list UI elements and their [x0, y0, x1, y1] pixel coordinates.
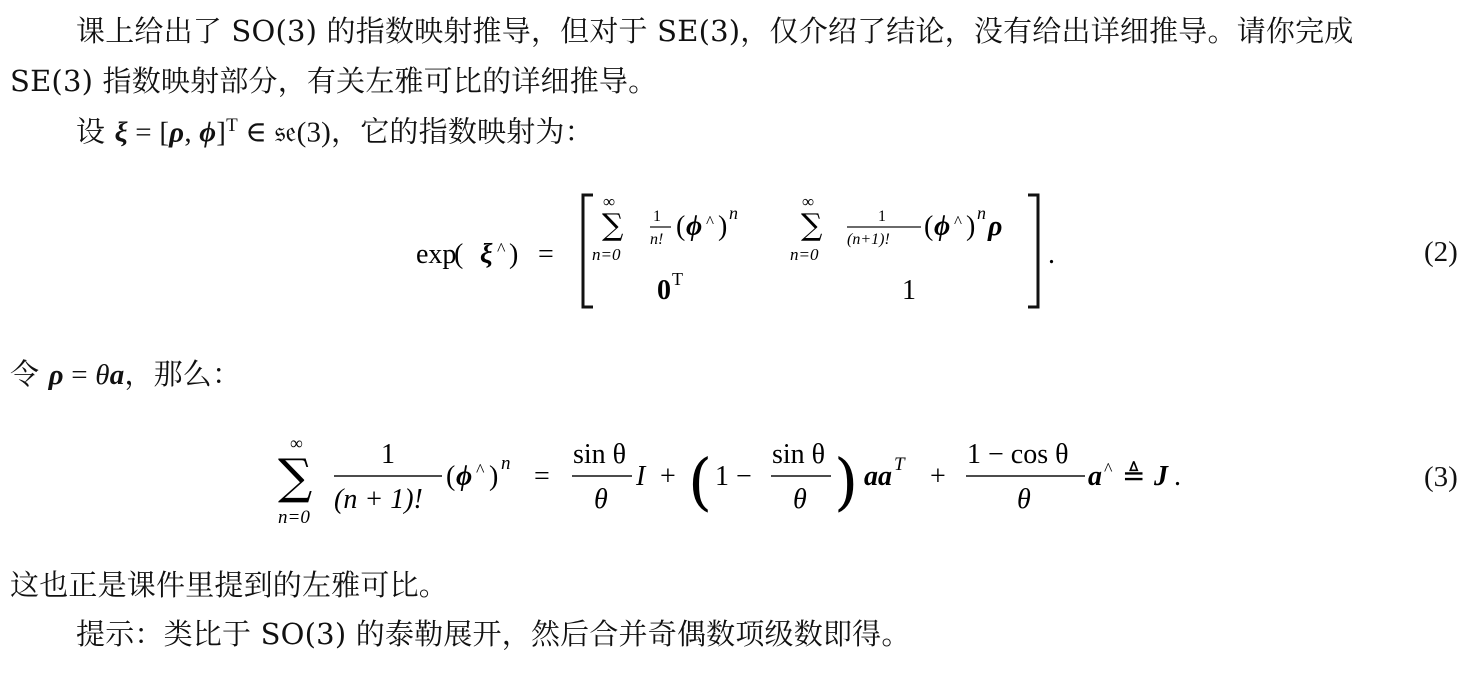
exp-func: exp: [416, 239, 457, 270]
term2-exp: n: [977, 203, 986, 223]
transpose-sup: T: [226, 115, 238, 136]
term1-hat: ^: [706, 212, 714, 231]
sum3-sigma: ∑: [278, 449, 313, 505]
phi3: ϕ: [456, 461, 473, 492]
phi3-open: (: [446, 461, 456, 492]
sum1-top: ∞: [603, 192, 616, 211]
big-paren-open: (: [688, 445, 713, 518]
def-eq: ≜: [1122, 459, 1146, 492]
term1-exp: n: [729, 203, 738, 223]
sin-frac-num: sin θ: [573, 439, 627, 470]
hint-line: 提示：类比于 SO(3) 的泰勒展开，然后合并奇偶数项级数即得。: [76, 617, 911, 651]
definition-line: [76, 116, 594, 148]
a-hat-sup: ^: [1104, 459, 1113, 479]
phi3-close: ): [489, 461, 499, 492]
definition-suffix: ，它的指数映射为：: [331, 114, 594, 149]
eq2-equals: =: [538, 239, 554, 270]
phi3-hat: ^: [476, 460, 485, 480]
phi3-exp: n: [501, 453, 511, 474]
equation-3: [270, 425, 1210, 535]
paragraph-line-1: 课上给出了 SO(3) 的指数映射推导，但对于 SE(3)，仅介绍了结论，没有给出详细推导。请你完成: [76, 14, 1354, 48]
frac1-num: 1: [653, 208, 661, 225]
term2-open: (: [924, 211, 934, 242]
term2-hat: ^: [954, 212, 962, 231]
J-symbol: J: [1154, 461, 1168, 492]
equation-3-number: (3): [1424, 461, 1458, 493]
let-a: a: [109, 359, 125, 391]
term2-rho: ρ: [988, 211, 1003, 242]
term2-phi: ϕ: [934, 211, 951, 242]
let-equals: =: [63, 359, 96, 391]
term1-open: (: [676, 211, 686, 242]
sum1-sigma: ∑: [602, 208, 624, 243]
a-hat-term: a: [1088, 461, 1102, 492]
element-of: ∈: [237, 116, 275, 149]
sin2-frac-den: θ: [793, 484, 807, 515]
eq2-period: .: [1048, 239, 1055, 270]
frac3-den: (n + 1)!: [334, 484, 423, 515]
sin-frac-den: θ: [594, 484, 608, 515]
plus-2: +: [930, 461, 946, 492]
term2-close: ): [966, 211, 976, 242]
comma-sep: ,: [184, 116, 200, 149]
lhs-hat: ^: [497, 239, 506, 259]
identity-I: I: [636, 461, 646, 492]
definition-prefix: 设: [76, 114, 115, 149]
matrix-right-bracket: [1028, 195, 1038, 307]
eq3-period: .: [1174, 461, 1181, 492]
lhs-xi: ξ: [480, 239, 493, 270]
se-arg: (3): [296, 116, 332, 149]
phi-symbol: ϕ: [199, 116, 217, 149]
close-bracket: ]: [216, 116, 227, 149]
sin2-frac-num: sin θ: [772, 439, 826, 470]
big-paren-close: ): [834, 445, 859, 518]
let-suffix: ，那么：: [124, 357, 242, 391]
one-entry: 1: [902, 275, 916, 306]
paragraph-line-2: SE(3) 指数映射部分，有关左雅可比的详细推导。: [10, 64, 658, 98]
sum2-bottom: n=0: [790, 245, 819, 264]
let-rho: ρ: [48, 359, 64, 391]
aa-term: aa: [864, 461, 892, 492]
se-fraktur: 𝔰𝔢: [274, 114, 297, 149]
let-theta: θ: [95, 359, 110, 391]
let-line: [10, 357, 242, 391]
sum1-bottom: n=0: [592, 245, 621, 264]
aa-transpose: T: [894, 454, 905, 475]
frac1-den: n!: [650, 231, 664, 248]
plus-1: +: [660, 461, 676, 492]
one-minus: 1 −: [715, 461, 752, 492]
frac2-den: (n+1)!: [847, 231, 890, 248]
term1-phi: ϕ: [686, 211, 703, 242]
eq3-equals: =: [534, 461, 550, 492]
rho-symbol: ρ: [169, 116, 185, 149]
sum3-top: ∞: [290, 433, 303, 453]
sum3-bottom: n=0: [278, 507, 310, 528]
equation-2: [400, 185, 1080, 315]
lhs-paren-close: ): [509, 239, 519, 270]
equation-2-number: (2): [1424, 236, 1458, 268]
sum2-top: ∞: [802, 192, 815, 211]
sum2-sigma: ∑: [801, 208, 823, 243]
equals-open-bracket: = [: [127, 116, 170, 149]
cos-frac-den: θ: [1017, 484, 1031, 515]
zero-transpose: T: [672, 269, 683, 289]
let-prefix: 令: [10, 357, 49, 391]
term1-close: ): [718, 211, 728, 242]
frac3-num: 1: [381, 439, 395, 470]
paragraph-2: 这也正是课件里提到的左雅可比。: [10, 568, 449, 602]
xi-symbol: ξ: [114, 116, 128, 149]
lhs-paren-open: (: [454, 239, 464, 270]
cos-frac-num: 1 − cos θ: [967, 439, 1069, 470]
zero-vector: 0: [657, 275, 671, 306]
frac2-num: 1: [878, 208, 886, 225]
